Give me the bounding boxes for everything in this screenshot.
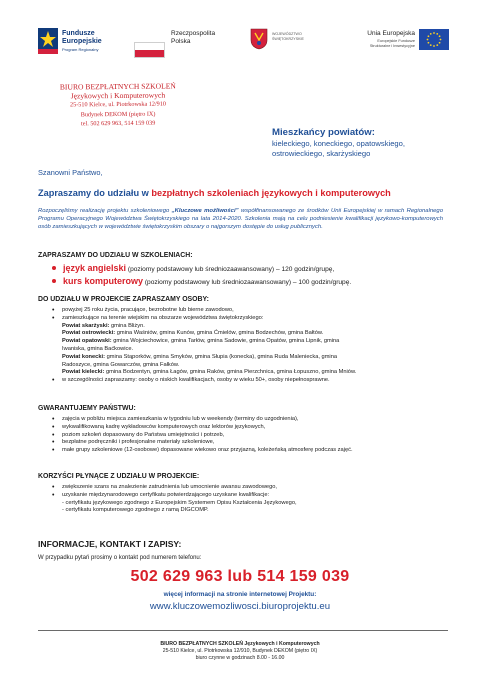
list-item: • powyżej 25 roku życia, pracujące, bezrobotne lub bierne zawodowo, xyxy=(52,307,452,315)
list-item: • zajęcia w pobliżu miejsca zamieszkania w tygodniu lub w weekendy (terminy do uzgodnienia), xyxy=(52,416,452,424)
swietokrzyskie-logo: WOJEWÓDZTWO ŚWIĘTOKRZYSKIE xyxy=(250,26,340,60)
bullet-icon xyxy=(52,279,56,283)
rzeczpospolita-polska-logo: Rzeczpospolita Polska xyxy=(134,26,214,60)
guarantee-title: GWARANTUJEMY PAŃSTWU: xyxy=(38,405,136,412)
addressee-heading: Mieszkańcy powiatów: xyxy=(272,127,375,138)
logo-strip xyxy=(38,26,448,60)
eu-flag-icon xyxy=(419,29,449,50)
bullet-icon xyxy=(52,266,56,270)
phone-numbers: 502 629 963 lub 514 159 039 xyxy=(130,568,350,585)
course-item-english: język angielski (poziomy podstawowy lub średniozaawansowany) – 120 godzin/grupę, xyxy=(52,263,334,275)
unia-europejska-logo: Unia Europejska Europejskie Fundusze Strukturalne i Inwestycyjne xyxy=(344,26,449,60)
list-item: • w szczególności zapraszamy: osoby o niskich kwalifikacjach, osoby w wieku 50+, osoby niepełnosprawne. xyxy=(52,377,452,385)
greeting: Szanowni Państwo, xyxy=(38,168,103,177)
headline: Zapraszamy do udziału w bezpłatnych szkoleniach językowych i komputerowych xyxy=(38,188,391,198)
office-stamp: BIURO BEZPŁATNYCH SZKOLEŃ Językowych i Komputerowych 25-510 Kielce, ul. Piotrkowska 12/910 Budynek DEKOM (piętro IX) tel. 502 629 963, 514 159 039 xyxy=(59,81,176,128)
guarantee-list xyxy=(52,416,452,455)
coat-of-arms-icon xyxy=(250,28,268,50)
list-item: • wykwalifikowaną kadrę wykładowców komputerowych oraz lektorów językowych, xyxy=(52,424,452,432)
intro-paragraph: Rozpoczęliśmy realizację projektu szkoleniowego „Kluczowe możliwości” współfinansowanego ze środków Unii Europejskiej w ramach Regionalnego Programu Operacyjnego Województwa Świętokrzyskiego na lata 2014-2020. Szkolenia mają na celu podniesienie kwalifikacji językowo-komputerowych osób zamieszkujących w województwie świętokrzyskim obszary o najgorszym dostępie do usług publicznych. xyxy=(38,208,443,230)
benefits-list: • zwiększenie szans na znalezienie zatrudnienia lub umocnienie awansu zawodowego, • uzyskanie międzynarodowego certyfikatu potwierdzającego uzyskane kwalifikacje: - certyfikatu językowego zgodnego z Europejskim Systemem Opisu Kształcenia Językowego, - certyfikatu komputerowego zgodnego z ramą DIGCOMP. xyxy=(52,484,452,515)
courses-title: ZAPRASZAMY DO UDZIAŁU W SZKOLENIACH: xyxy=(38,252,193,259)
list-item: • poziom szkoleń dopasowany do Państwa umiejętności i potrzeb, xyxy=(52,432,452,440)
footer: BIURO BEZPŁATNYCH SZKOLEŃ Językowych i Komputerowych 25-510 Kielce, ul. Piotrkowska 12/910, Budynek DEKOM (piętro IX) biuro czynne w godzinach 8.00 - 16.00 xyxy=(160,641,320,661)
invite-list: • powyżej 25 roku życia, pracujące, bezrobotne lub bierne zawodowo, • zamieszkujące na terenie wiejskim na obszarze województwa świętokrzyskiego: Powiat skarżyski: gmina Bliżyn. Powiat ostrowiecki: gmina Waśniów, gmina Kunów, gmina Ćmielów, gmina Bodzechów, gmina Bałtów. Powiat opatowski: gmina Wojciechowice, gmina Tarłów, gmina Sadowie, gmina Opatów, gmina Lipnik, gmina Iwaniska, gmina Baćkowice. Powiat konecki: gmina Stąporków, gmina Smyków, gmina Słupia (konecka), gmina Ruda Maleniecka, gmina Radoszyce, gmina Gowarczów, gmina Fałków. Powiat kielecki: gmina Bodzentyn, gmina Łagów, gmina Raków, gmina Pierzchnica, gmina Łopuszno, gmina Mniów. • w szczególności zapraszamy: osoby o niskich kwalifikacjach, osoby w wieku 50+, osoby niepełnosprawne. xyxy=(52,307,452,385)
fe-star-icon xyxy=(38,28,58,54)
list-item: • małe grupy szkoleniowe (12-osobowe) dopasowane wiekowo oraz przyjazną, koleżeńską atmosferę podczas zajęć. xyxy=(52,447,452,455)
list-item: • uzyskanie międzynarodowego certyfikatu potwierdzającego uzyskane kwalifikacje: xyxy=(52,492,452,500)
powiat-opatowski: Powiat opatowski: gmina Wojciechowice, gmina Tarłów, gmina Sadowie, gmina Opatów, gmina Lipnik, gmina xyxy=(62,338,340,345)
list-item: • bezpłatne podręczniki i profesjonalne materiały szkoleniowe, xyxy=(52,439,452,447)
powiat-kielecki: Powiat kielecki: gmina Bodzentyn, gmina Łagów, gmina Raków, gmina Pierzchnica, gmina Łopuszno, gmina Mniów. xyxy=(62,369,357,376)
list-item: • zwiększenie szans na znalezienie zatrudnienia lub umocnienie awansu zawodowego, xyxy=(52,484,452,492)
powiat-ostrowiecki: Powiat ostrowiecki: gmina Waśniów, gmina Kunów, gmina Ćmielów, gmina Bodzechów, gmina Bałtów. xyxy=(62,330,324,337)
fundusze-europejskie-logo: Fundusze Europejskie Program Regionalny xyxy=(38,26,128,60)
more-info: więcej informacji na stronie internetowej Projektu: xyxy=(163,591,317,598)
list-item: • zamieszkujące na terenie wiejskim na obszarze województwa świętokrzyskiego: xyxy=(52,315,452,323)
powiat-konecki: Powiat konecki: gmina Stąporków, gmina Smyków, gmina Słupia (konecka), gmina Ruda Maleniecka, gmina xyxy=(62,353,338,360)
polish-flag-icon xyxy=(134,42,165,58)
footer-divider xyxy=(38,630,448,631)
project-url: www.kluczowemozliwosci.biuroprojektu.eu xyxy=(149,601,331,612)
addressee-block: Mieszkańcy powiatów: kieleckiego, koneckiego, opatowskiego, ostrowieckiego, skarżyskiego xyxy=(272,126,462,159)
invite-title: DO UDZIAŁU W PROJEKCIE ZAPRASZAMY OSOBY: xyxy=(38,296,209,303)
course-item-computer: kurs komputerowy (poziomy podstawowy lub średniozaawansowany) – 100 godzin/grupę. xyxy=(52,276,351,288)
benefits-title: KORZYŚCI PŁYNĄCE Z UDZIAŁU W PROJEKCIE: xyxy=(38,473,200,480)
powiat-skarzyski: Powiat skarżyski: gmina Bliżyn. xyxy=(62,322,145,329)
contact-line: W przypadku pytań prosimy o kontakt pod numerem telefonu: xyxy=(38,555,202,561)
contact-title: INFORMACJE, KONTAKT I ZAPISY: xyxy=(38,539,182,549)
